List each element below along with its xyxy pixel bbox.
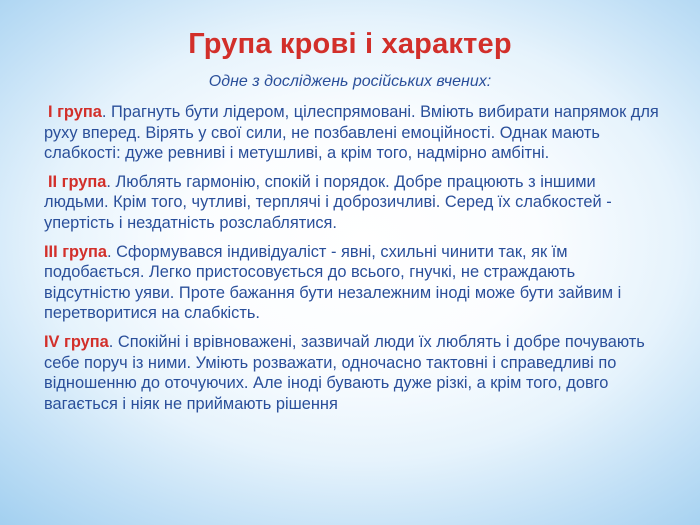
slide-body [44,102,664,422]
slide-title: Група крові і характер [188,28,512,60]
group-4-text: . Спокійні і врівноважені, зазвичай люди їх люблять і добре почувають себе поруч із ними. Уміють розважати, одночасно тактовні і справедливі по відношенню до оточуючих. Але іноді бувають дуже різкі, а крім того, довго вагається і ніяк не приймають рішення [44,332,645,413]
group-1-text: . Прагнуть бути лідером, цілеспрямовані. Вміють вибирати напрямок для руху вперед. Вірять у свої сили, не позбавлені емоційності. Однак мають слабкості: дуже ревниві і метушливі, а крім того, надмірно амбітні. [44,103,659,163]
group-3-paragraph [44,242,664,324]
group-2-label: II група [48,172,107,191]
group-2-paragraph [44,172,664,234]
group-3-text: . Сформувався індивідуаліст - явні, схильні чинити так, як їм подобається. Легко пристосовується до всього, гнучкі, не страждають відсутністю уяви. Проте бажання бути незалежним іноді може бути зайвим і перетворитися на слабкість. [44,242,622,323]
group-2-text: . Люблять гармонію, спокій і порядок. Добре працюють з іншими людьми. Крім того, чутливі, терплячі і доброзичливі. Серед їх слабкостей - упертість і нездатність розслаблятися. [44,172,612,232]
slide-subtitle: Одне з досліджень російських вчених: [208,73,492,90]
group-4-label: IV група [44,332,109,351]
group-1-paragraph [44,102,664,164]
group-3-label: III група [44,242,107,261]
group-4-paragraph [44,332,664,414]
group-1-label: I група [48,103,102,121]
